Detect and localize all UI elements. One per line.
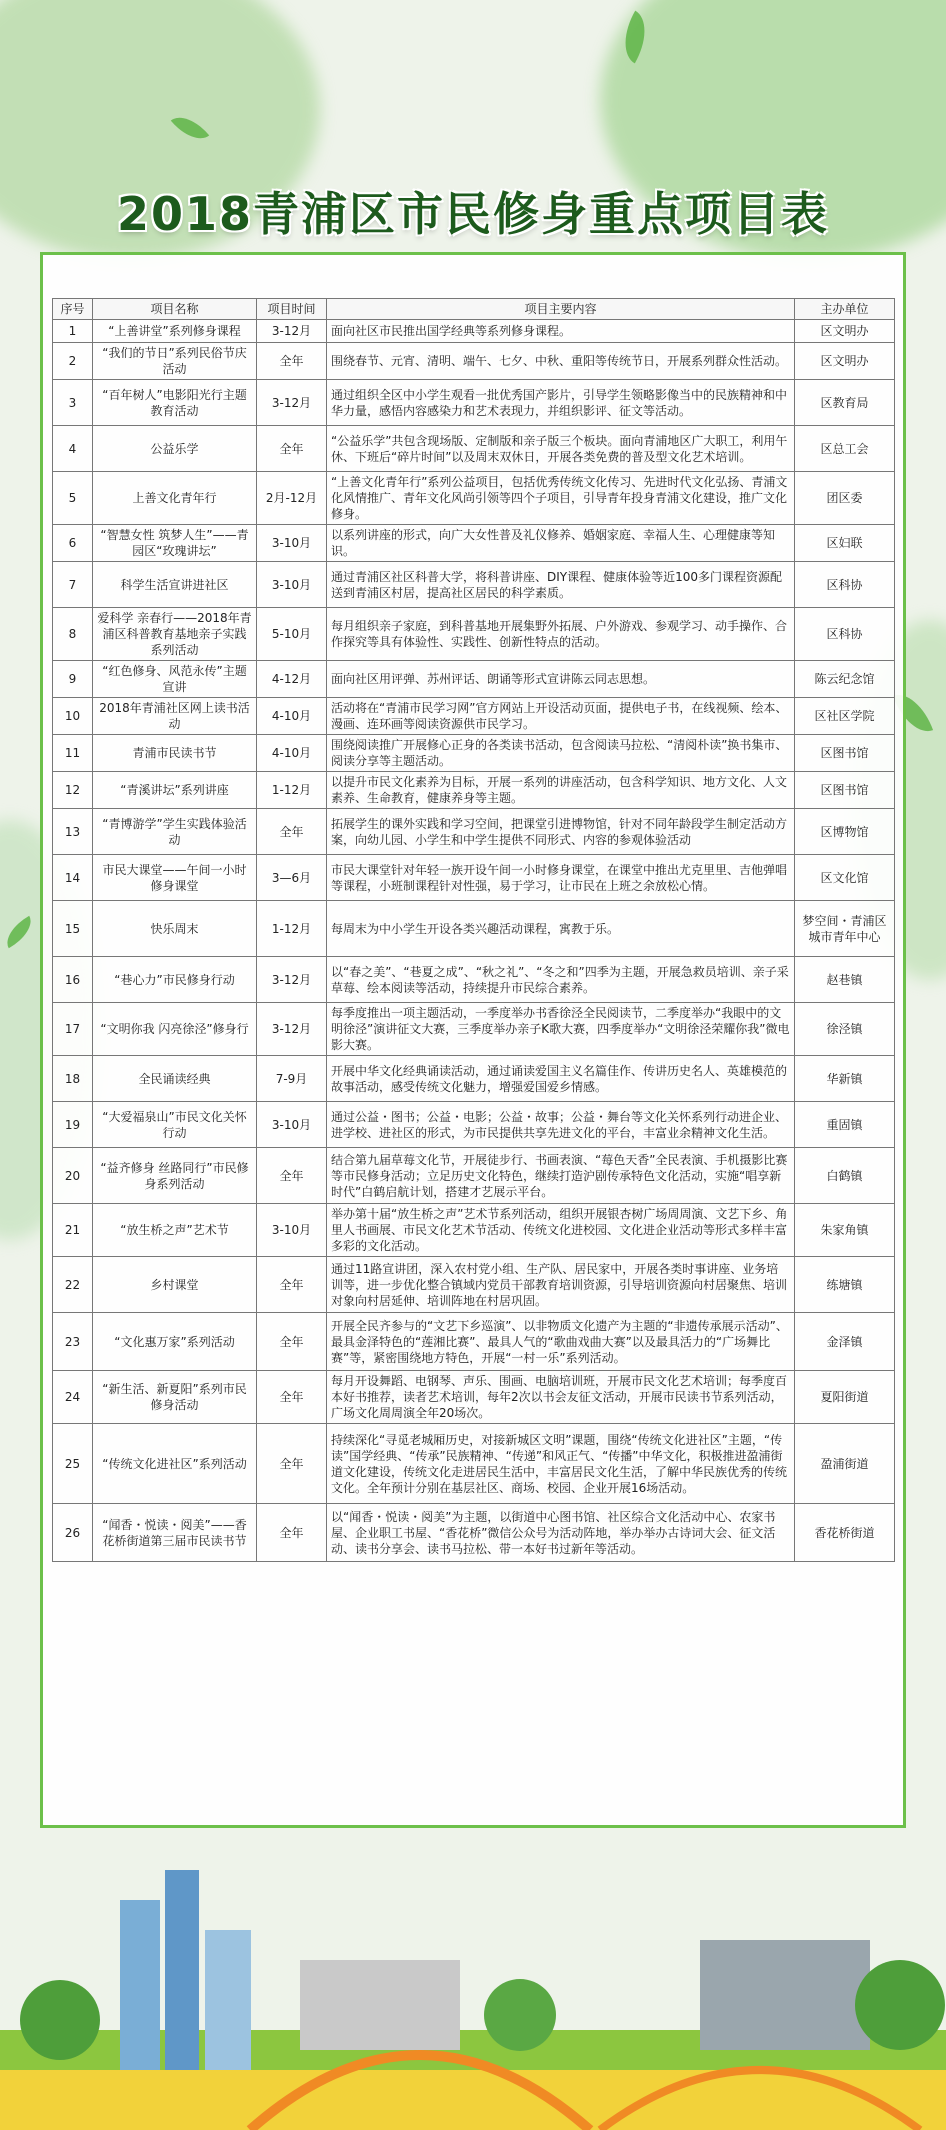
cell-project-content: “上善文化青年行”系列公益项目，包括优秀传统文化传习、先进时代文化弘扬、青浦文化风情推广、青年文化风尚引领等四个子项目，引导青年投身青浦文化建设，推广文化修身。 (327, 472, 795, 525)
cell-no: 18 (53, 1056, 93, 1102)
table-row (53, 901, 895, 957)
table-row (53, 855, 895, 901)
cell-organizer: 区文化馆 (795, 855, 895, 901)
page-title: 2018青浦区市民修身重点项目表 (116, 187, 830, 241)
cell-project-content: 以“闻香・悦读・阅美”为主题，以街道中心图书馆、社区综合文化活动中心、农家书屋、企业职工书屋、“香花桥”微信公众号为活动阵地，举办举办古诗词大会、征文活动、读书分享会、读书马拉松、带一本好书过新年等活动。 (327, 1504, 795, 1562)
cell-project-name: 爱科学 亲春行——2018年青浦区科普教育基地亲子实践系列活动 (93, 608, 257, 661)
cell-no: 3 (53, 380, 93, 426)
cell-no: 7 (53, 562, 93, 608)
table-row (53, 562, 895, 608)
cell-no: 11 (53, 735, 93, 772)
cell-no: 23 (53, 1313, 93, 1371)
cell-no: 17 (53, 1003, 93, 1056)
cell-project-name: “传统文化进社区”系列活动 (93, 1424, 257, 1504)
cell-no: 14 (53, 855, 93, 901)
cell-no: 4 (53, 426, 93, 472)
cell-organizer: 区科协 (795, 562, 895, 608)
cell-project-time: 1-12月 (257, 772, 327, 809)
cell-project-time: 2月-12月 (257, 472, 327, 525)
cell-no: 9 (53, 661, 93, 698)
cell-project-content: 开展中华文化经典诵读活动，通过诵读爱国主义名篇佳作、传讲历史名人、英雄模范的故事活动，感受传统文化魅力，增强爱国爱乡情感。 (327, 1056, 795, 1102)
cell-project-name: 快乐周末 (93, 901, 257, 957)
cell-project-content: 活动将在“青浦市民学习网”官方网站上开设活动页面，提供电子书，在线视频、绘本、漫画、连环画等阅读资源供市民学习。 (327, 698, 795, 735)
cell-no: 25 (53, 1424, 93, 1504)
cell-project-content: 以“春之美”、“巷夏之成”、“秋之礼”、“冬之和”四季为主题，开展急救员培训、亲子采草莓、绘本阅读等活动，持续提升市民综合素养。 (327, 957, 795, 1003)
tower-building (165, 1870, 199, 2070)
cell-project-name: “智慧女性 筑梦人生”——青园区“玫瑰讲坛” (93, 525, 257, 562)
cell-organizer: 陈云纪念馆 (795, 661, 895, 698)
cell-project-time: 5-10月 (257, 608, 327, 661)
cell-project-name: “百年树人”电影阳光行主题教育活动 (93, 380, 257, 426)
table-row (53, 380, 895, 426)
cell-project-content: 每月组织亲子家庭，到科普基地开展集野外拓展、户外游戏、参观学习、动手操作、合作探究等具有体验性、实践性、创新性特点的活动。 (327, 608, 795, 661)
cell-project-time: 全年 (257, 1257, 327, 1313)
cell-project-content: 拓展学生的课外实践和学习空间，把课堂引进博物馆，针对不同年龄段学生制定活动方案，向幼儿园、小学生和中学生提供不同形式、内容的参观体验活动 (327, 809, 795, 855)
cell-no: 15 (53, 901, 93, 957)
cell-project-time: 全年 (257, 1424, 327, 1504)
cell-project-time: 4-12月 (257, 661, 327, 698)
table-row (53, 1102, 895, 1148)
cell-project-content: 每月开设舞蹈、电钢琴、声乐、围画、电脑培训班，开展市民文化艺术培训；每季度百本好书推荐，读者艺术培训，每年2次以书会友征文活动，开展市民读书节系列活动，广场文化周周演全年20场次。 (327, 1371, 795, 1424)
cell-no: 12 (53, 772, 93, 809)
table-row (53, 957, 895, 1003)
table-row (53, 1204, 895, 1257)
cell-organizer: 金泽镇 (795, 1313, 895, 1371)
table-row (53, 661, 895, 698)
cell-project-content: 通过青浦区社区科普大学，将科普讲座、DIY课程、健康体验等近100多门课程资源配送到青浦区村居，提高社区居民的科学素质。 (327, 562, 795, 608)
cell-project-time: 全年 (257, 1313, 327, 1371)
cell-project-time: 全年 (257, 1504, 327, 1562)
cell-organizer: 区教育局 (795, 380, 895, 426)
cell-project-time: 全年 (257, 809, 327, 855)
cell-project-name: “上善讲堂”系列修身课程 (93, 320, 257, 343)
cell-project-time: 3-10月 (257, 1204, 327, 1257)
project-table (52, 298, 895, 1562)
cell-project-content: 举办第十届“放生桥之声”艺术节系列活动，组织开展银杏树广场周周演、文艺下乡、角里人书画展、市民文化艺术节活动、传统文化进校园、文化进企业活动等形式多样丰富多彩的文化活动。 (327, 1204, 795, 1257)
cell-project-content: 通过组织全区中小学生观看一批优秀国产影片，引导学生领略影像当中的民族精神和中华力量，感悟内容感染力和艺术表现力，并组织影评、征文等活动。 (327, 380, 795, 426)
cell-project-time: 3-12月 (257, 320, 327, 343)
table-row (53, 608, 895, 661)
cell-no: 13 (53, 809, 93, 855)
cell-project-content: 以提升市民文化素养为目标，开展一系列的讲座活动，包含科学知识、地方文化、人文素养、生命教育，健康养身等主题。 (327, 772, 795, 809)
cell-project-name: “我们的节日”系列民俗节庆活动 (93, 343, 257, 380)
tower-building (205, 1930, 251, 2070)
cell-no: 26 (53, 1504, 93, 1562)
cell-project-content: 以系列讲座的形式，向广大女性普及礼仪修养、婚姻家庭、幸福人生、心理健康等知识。 (327, 525, 795, 562)
cell-no: 1 (53, 320, 93, 343)
table-row (53, 1003, 895, 1056)
table-row (53, 1424, 895, 1504)
cell-project-content: 围绕阅读推广开展修心正身的各类读书活动，包含阅读马拉松、“清阅朴读”换书集市、阅读分享等主题活动。 (327, 735, 795, 772)
cell-no: 2 (53, 343, 93, 380)
cell-organizer: 白鹤镇 (795, 1148, 895, 1204)
cell-project-content: 面向社区市民推出国学经典等系列修身课程。 (327, 320, 795, 343)
cell-project-content: 通过公益・图书；公益・电影；公益・故事；公益・舞台等文化关怀系列行动进企业、进学校、进社区的形式，为市民提供共享先进文化的平台，丰富业余精神文化生活。 (327, 1102, 795, 1148)
cell-project-name: “新生活、新夏阳”系列市民修身活动 (93, 1371, 257, 1424)
cell-project-name: 市民大课堂——午间一小时修身课堂 (93, 855, 257, 901)
cell-project-time: 3-12月 (257, 957, 327, 1003)
cell-project-content: 面向社区用评弹、苏州评话、朗诵等形式宣讲陈云同志思想。 (327, 661, 795, 698)
cell-project-time: 全年 (257, 1148, 327, 1204)
cell-project-name: 上善文化青年行 (93, 472, 257, 525)
cell-no: 22 (53, 1257, 93, 1313)
cell-project-name: 乡村课堂 (93, 1257, 257, 1313)
cell-project-name: “青博游学”学生实践体验活动 (93, 809, 257, 855)
hall-building (300, 1960, 460, 2050)
cell-no: 10 (53, 698, 93, 735)
cell-project-name: 青浦市民读书节 (93, 735, 257, 772)
cell-project-name: “益齐修身 丝路同行”市民修身系列活动 (93, 1148, 257, 1204)
cell-organizer: 区妇联 (795, 525, 895, 562)
cell-project-content: 结合第九届草莓文化节，开展徒步行、书画表演、“莓色天香”全民表演、手机摄影比赛等市民修身活动；立足历史文化特色，继续打造沪剧传承特色文化活动，实施“唱享新时代”白鹤启航计划，搭建才艺展示平台。 (327, 1148, 795, 1204)
cell-no: 21 (53, 1204, 93, 1257)
hall-building (700, 1940, 870, 2050)
cell-organizer: 团区委 (795, 472, 895, 525)
cell-organizer: 夏阳街道 (795, 1371, 895, 1424)
cell-organizer: 区图书馆 (795, 735, 895, 772)
cell-project-name: “文明你我 闪亮徐泾”修身行 (93, 1003, 257, 1056)
cell-project-time: 7-9月 (257, 1056, 327, 1102)
cell-project-time: 3-12月 (257, 380, 327, 426)
cell-organizer: 华新镇 (795, 1056, 895, 1102)
cell-organizer: 区图书馆 (795, 772, 895, 809)
cell-organizer: 练塘镇 (795, 1257, 895, 1313)
table-row (53, 472, 895, 525)
cell-organizer: 赵巷镇 (795, 957, 895, 1003)
table-row (53, 525, 895, 562)
tree-icon (855, 1960, 945, 2050)
cell-project-content: 持续深化“寻觅老城厢历史，对接新城区文明”课题，围绕“传统文化进社区”主题，“传读”国学经典、“传承”民族精神、“传递”和风正气、“传播”中华文化，积极推进盈浦街道文化建设，传统文化走进居民生活中，丰富居民文化生活，了解中华民族优秀的传统文化。全年预计分别在基层社区、商场、校园、企业开展16场活动。 (327, 1424, 795, 1504)
cell-no: 20 (53, 1148, 93, 1204)
header-org: 主办单位 (795, 299, 895, 320)
cell-organizer: 朱家角镇 (795, 1204, 895, 1257)
cell-project-content: “公益乐学”共包含现场版、定制版和亲子版三个板块。面向青浦地区广大职工，利用午休、下班后“碎片时间”以及周末双休日，开展各类免费的普及型文化艺术培训。 (327, 426, 795, 472)
table-row (53, 735, 895, 772)
header-content: 项目主要内容 (327, 299, 795, 320)
cell-project-time: 全年 (257, 343, 327, 380)
cell-project-name: 科学生活宣讲进社区 (93, 562, 257, 608)
cell-organizer: 梦空间・青浦区城市青年中心 (795, 901, 895, 957)
cell-no: 24 (53, 1371, 93, 1424)
cell-project-content: 每周末为中小学生开设各类兴趣活动课程，寓教于乐。 (327, 901, 795, 957)
table-row (53, 1148, 895, 1204)
cell-no: 5 (53, 472, 93, 525)
cell-organizer: 区博物馆 (795, 809, 895, 855)
table-row (53, 772, 895, 809)
table-row (53, 809, 895, 855)
table-row (53, 320, 895, 343)
cell-project-time: 4-10月 (257, 698, 327, 735)
cell-project-name: 公益乐学 (93, 426, 257, 472)
cell-no: 19 (53, 1102, 93, 1148)
table-row (53, 1257, 895, 1313)
tree-icon (20, 1980, 100, 2060)
cell-project-name: “大爱福泉山”市民文化关怀行动 (93, 1102, 257, 1148)
cell-project-content: 通过11路宣讲团，深入农村党小组、生产队、居民家中，开展各类时事讲座、业务培训等，进一步优化整合镇域内党员干部教育培训资源，引导培训资源向村居聚焦、培训对象向村居延伸、培训阵地在村居巩固。 (327, 1257, 795, 1313)
cell-project-time: 3-10月 (257, 525, 327, 562)
header-time: 项目时间 (257, 299, 327, 320)
table-header-row (53, 299, 895, 320)
table-row (53, 343, 895, 380)
cell-project-time: 全年 (257, 426, 327, 472)
city-skyline-illustration (0, 1830, 946, 2130)
header-no: 序号 (53, 299, 93, 320)
cell-project-time: 1-12月 (257, 901, 327, 957)
cell-organizer: 重固镇 (795, 1102, 895, 1148)
cell-project-name: “红色修身、风范永传”主题宣讲 (93, 661, 257, 698)
table-row (53, 698, 895, 735)
cell-organizer: 徐泾镇 (795, 1003, 895, 1056)
cell-project-name: “巷心力”市民修身行动 (93, 957, 257, 1003)
cell-project-name: “文化惠万家”系列活动 (93, 1313, 257, 1371)
table-row (53, 1504, 895, 1562)
cell-organizer: 区文明办 (795, 320, 895, 343)
cell-organizer: 香花桥街道 (795, 1504, 895, 1562)
cell-organizer: 区总工会 (795, 426, 895, 472)
cell-project-time: 全年 (257, 1371, 327, 1424)
tower-building (120, 1900, 160, 2070)
cell-organizer: 盈浦街道 (795, 1424, 895, 1504)
cell-project-name: “放生桥之声”艺术节 (93, 1204, 257, 1257)
cell-project-time: 3-12月 (257, 1003, 327, 1056)
cell-project-time: 3—6月 (257, 855, 327, 901)
cell-no: 16 (53, 957, 93, 1003)
cell-project-content: 每季度推出一项主题活动，一季度举办书香徐泾全民阅读节，二季度举办“我眼中的文明徐泾”演讲征文大赛，三季度举办亲子K歌大赛，四季度举办“文明徐泾荣耀你我”微电影大赛。 (327, 1003, 795, 1056)
cell-project-name: 2018年青浦社区网上读书活动 (93, 698, 257, 735)
cell-project-time: 4-10月 (257, 735, 327, 772)
table-row (53, 1371, 895, 1424)
cell-project-content: 市民大课堂针对年轻一族开设午间一小时修身课堂，在课堂中推出尤克里里、吉他弹唱等课程，小班制课程针对性强，易于学习，让市民在上班之余放松心情。 (327, 855, 795, 901)
cell-project-content: 围绕春节、元宵、清明、端午、七夕、中秋、重阳等传统节日，开展系列群众性活动。 (327, 343, 795, 380)
cell-project-content: 开展全民齐参与的“文艺下乡巡演”、以非物质文化遗产为主题的“非遗传承展示活动”、最具金泽特色的“莲湘比赛”、最具人气的“歌曲戏曲大赛”以及最具活力的“广场舞比赛”等，紧密围绕地方特色，开展“一村一乐”系列活动。 (327, 1313, 795, 1371)
cell-project-name: “青溪讲坛”系列讲座 (93, 772, 257, 809)
cell-project-time: 3-10月 (257, 1102, 327, 1148)
cell-project-name: “闻香・悦读・阅美”——香花桥街道第三届市民读书节 (93, 1504, 257, 1562)
cell-project-name: 全民诵读经典 (93, 1056, 257, 1102)
table-row (53, 1056, 895, 1102)
cell-no: 8 (53, 608, 93, 661)
tree-icon (484, 1979, 556, 2051)
cell-organizer: 区科协 (795, 608, 895, 661)
table-row (53, 1313, 895, 1371)
table-row (53, 426, 895, 472)
cell-organizer: 区文明办 (795, 343, 895, 380)
cell-project-time: 3-10月 (257, 562, 327, 608)
cell-organizer: 区社区学院 (795, 698, 895, 735)
cell-no: 6 (53, 525, 93, 562)
header-name: 项目名称 (93, 299, 257, 320)
